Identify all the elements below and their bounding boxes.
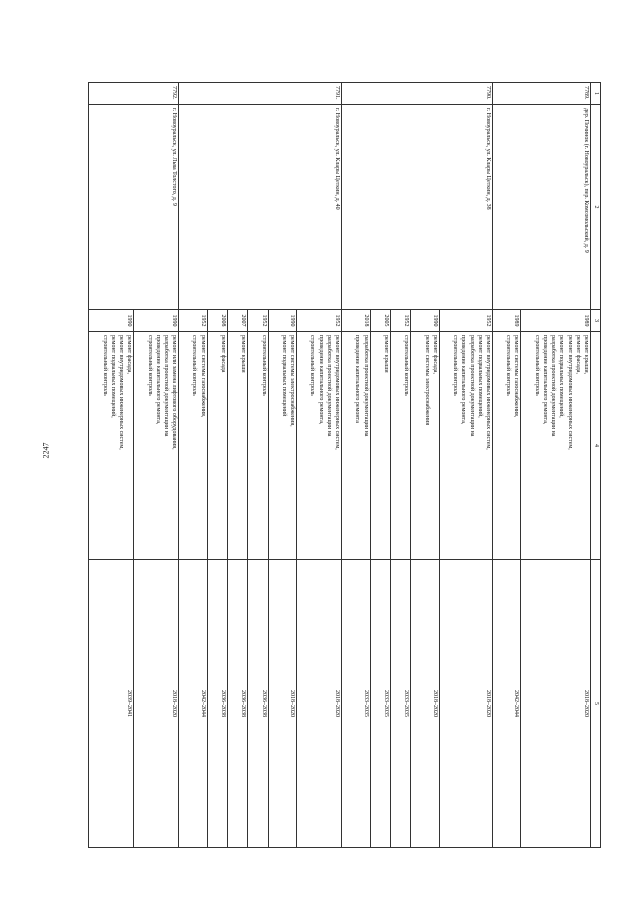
work-line: проведение капитального ремонта [354, 335, 361, 423]
work-period: 2042–2044 [492, 560, 521, 848]
work-line: ремонт подвальных помещений, [109, 335, 116, 418]
work-types [492, 332, 521, 560]
build-year: 1990 [268, 310, 297, 332]
work-types [390, 332, 410, 560]
work-line: разработка проектной документации на [550, 335, 557, 437]
work-line: ремонт подвальных помещений, [476, 335, 483, 418]
build-year: 1990 [411, 310, 440, 332]
page-number: 2247 [41, 442, 51, 459]
work-line: строительный контроль [403, 335, 410, 396]
work-types [342, 332, 371, 560]
work-line: ремонт подвальных помещений [280, 335, 287, 417]
work-period: 2018–2020 [439, 560, 492, 848]
work-line: проведение капитального ремонта, [541, 335, 548, 425]
work-line: строительный контроль [191, 335, 198, 396]
build-year: 2008 [207, 310, 227, 332]
rotated-table-area [88, 82, 601, 847]
build-year: 1989 [521, 310, 591, 332]
work-line: ремонт фасада [219, 335, 226, 373]
work-types [370, 332, 390, 560]
table-row [134, 83, 179, 848]
work-line: ремонт системы газоснабжения, [513, 335, 520, 418]
work-types [439, 332, 492, 560]
work-period: 2036–2038 [227, 560, 247, 848]
work-line: ремонт крыши [382, 335, 389, 373]
work-line: строительный контроль [260, 335, 267, 396]
work-line: ремонт крыши [240, 335, 247, 373]
work-line: строительный контроль [101, 335, 108, 396]
header-col-2: 2 [591, 105, 601, 310]
work-line: строительный контроль [309, 335, 316, 396]
build-year: 1952 [390, 310, 410, 332]
work-line: ремонт внутридомовых инженерных систем, [566, 335, 573, 450]
work-types [89, 332, 134, 560]
work-line: разработка проектной документации на [325, 335, 332, 437]
work-types [207, 332, 227, 560]
work-line: разработка проектной документации на [362, 335, 369, 437]
entry-address: дер. Починок (г. Новоуральск), пер. Комсомольский, д. 9 [492, 105, 590, 310]
work-period: 2018–2020 [134, 560, 179, 848]
work-period: 2018–2020 [411, 560, 440, 848]
work-line: ремонт фасада, [126, 335, 133, 374]
header-col-3: 3 [591, 310, 601, 332]
build-year: 1952 [179, 310, 208, 332]
entry-address: г. Новоуральск, ул. Клары Цеткин, д. 38 [342, 105, 493, 310]
entry-number: 7789. [492, 83, 590, 105]
work-line: строительный контроль [505, 335, 512, 396]
work-line: строительный контроль [533, 335, 540, 396]
work-types [297, 332, 342, 560]
work-line: проведение капитального ремонта, [460, 335, 467, 425]
build-year: 1990 [89, 310, 134, 332]
table-row [297, 83, 342, 848]
build-year: 1952 [297, 310, 342, 332]
work-line: ремонт системы электроснабжения [423, 335, 430, 426]
table-header-row [591, 83, 601, 848]
work-types [134, 332, 179, 560]
header-col-4: 4 [591, 332, 601, 560]
build-year: 1952 [439, 310, 492, 332]
work-line: ремонт или замена лифтового оборудования, [171, 335, 178, 450]
work-period: 2036–2038 [248, 560, 268, 848]
build-year: 2018 [342, 310, 371, 332]
work-period: 2018–2020 [521, 560, 591, 848]
work-period: 2042–2044 [179, 560, 208, 848]
work-period: 2033–2035 [390, 560, 410, 848]
work-types [227, 332, 247, 560]
work-line: проведение капитального ремонта, [317, 335, 324, 425]
entry-address: г. Новоуральск, ул. Льва Толстого, д. 9 [89, 105, 179, 310]
work-line: строительный контроль [452, 335, 459, 396]
header-col-5: 5 [591, 560, 601, 848]
work-period: 2033–2035 [370, 560, 390, 848]
table-row [521, 83, 591, 848]
work-period: 2039–2041 [89, 560, 134, 848]
build-year: 1952 [248, 310, 268, 332]
work-line: строительный контроль [146, 335, 153, 396]
work-line: ремонт внутридомовых инженерных систем, [334, 335, 341, 450]
build-year: 2005 [370, 310, 390, 332]
build-year: 1990 [134, 310, 179, 332]
work-line: разработка проектной документации на [162, 335, 169, 437]
table-row [439, 83, 492, 848]
work-types [179, 332, 208, 560]
work-line: разработка проектной документации на [468, 335, 475, 437]
entry-address: г. Новоуральск, ул. Клары Цеткин, д. 40 [179, 105, 342, 310]
work-period: 2018–2020 [268, 560, 297, 848]
work-period: 2036–2038 [207, 560, 227, 848]
work-line: ремонт фасада, [431, 335, 438, 374]
work-line: ремонт подвальных помещений, [558, 335, 565, 418]
entry-number: 7791. [179, 83, 342, 105]
works-table [88, 82, 601, 847]
work-period: 2018–2020 [297, 560, 342, 848]
work-line: ремонт внутридомовых инженерных систем, [484, 335, 491, 450]
work-line: ремонт системы электроснабжения, [289, 335, 296, 427]
build-year: 1989 [492, 310, 521, 332]
work-types [268, 332, 297, 560]
work-line: ремонт системы газоснабжения, [199, 335, 206, 418]
work-types [521, 332, 591, 560]
entry-number: 7790. [342, 83, 493, 105]
work-line: ремонт крыши, [583, 335, 589, 375]
work-types [411, 332, 440, 560]
header-col-1: 1 [591, 83, 601, 105]
work-line: ремонт фасада, [574, 335, 581, 374]
work-line: проведение капитального ремонта, [154, 335, 161, 425]
entry-number: 7792. [89, 83, 179, 105]
work-types [248, 332, 268, 560]
work-line: ремонт внутридомовых инженерных систем, [118, 335, 124, 450]
build-year: 2007 [227, 310, 247, 332]
work-period: 2033–2035 [342, 560, 371, 848]
